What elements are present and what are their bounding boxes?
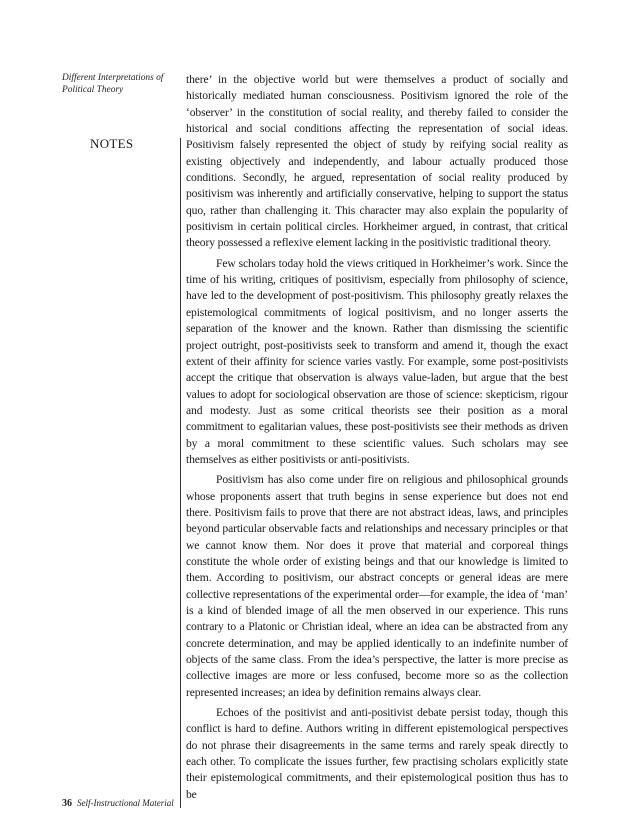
page-number: 36 — [62, 798, 72, 809]
footer-label: Self-Instructional Material — [77, 798, 174, 808]
paragraph-3: Positivism has also come under fire on religious and philosophical grounds whose proponents assert that truth begins in sense experience but does not end there. Positivism fails to prove that there are not abstract ideas, laws, and principles beyond particular observable facts and relationships and necessary principles or that we cannot know them. Nor does it prove that material and corporeal things constitute the whole order of existing beings and that our knowledge is limited to them. According to positivism, our abstract concepts or general ideas are mere collective representations of the experimental order—for example, the idea of ‘man’ is a kind of blended image of all the men observed in our experience. This runs contrary to a Platonic or Christian ideal, where an idea can be abstracted from any concrete determination, and may be applied identically to an indefinite number of objects of the same class. From the idea’s perspective, the latter is more precise as collective images are more or less confused, become more so as the collection represented increases; an idea by definition remains always clear. — [186, 473, 568, 699]
page-footer — [62, 798, 174, 809]
body-text — [186, 72, 568, 807]
paragraph-1: there’ in the objective world but were themselves a product of socially and historically mediated human consciousness. Positivism ignored the role of the ‘observer’ in the constitution of social reality, and thereby failed to consider the historical and social conditions affecting the representation of social ideas. Positivism falsely represented the object of study by reifying social reality as existing objectively and independently, and labour actually produced those conditions. Secondly, he argued, representation of social reality produced by positivism was inherently and artificially conservative, helping to support the status quo, rather than challenging it. This character may also explain the popularity of positivism in certain political circles. Horkheimer argued, in contrast, that critical theory possessed a reflexive element lacking in the positivistic traditional theory. — [186, 73, 568, 250]
margin-rule — [180, 138, 181, 808]
paragraph-2: Few scholars today hold the views critiqued in Horkheimer’s work. Since the time of his writing, critiques of positivism, especially from philosophy of science, have led to the development of post-positivism. This philosophy greatly relaxes the epistemological commitments of logical positivism, and no longer asserts the separation of the knower and the known. Rather than dismissing the scientific project outright, post-positivists seek to transform and amend it, though the exact extent of their affinity for science varies vastly. For example, some post-positivists accept the critique that observation is always value-laden, but argue that the best values to adopt for sociological observation are those of science: skepticism, rigour and modesty. Just as some critical theorists see their position as a moral commitment to egalitarian values, these post-positivists see their methods as driven by a moral commitment to these scientific values. Such scholars may see themselves as either positivists or anti-positivists. — [186, 256, 568, 466]
running-header: Different Interpretations of Political Theory — [62, 73, 164, 95]
paragraph-4: Echoes of the positivist and anti-positivist debate persist today, though this conflict is hard to define. Authors writing in different epistemological perspectives do not phrase their disagreements in the same terms and rarely speak directly to each other. To complicate the issues further, few practising scholars explicitly state their epistemological commitments, and their epistemological position thus has to be — [186, 706, 568, 801]
notes-label: NOTES — [90, 136, 134, 151]
